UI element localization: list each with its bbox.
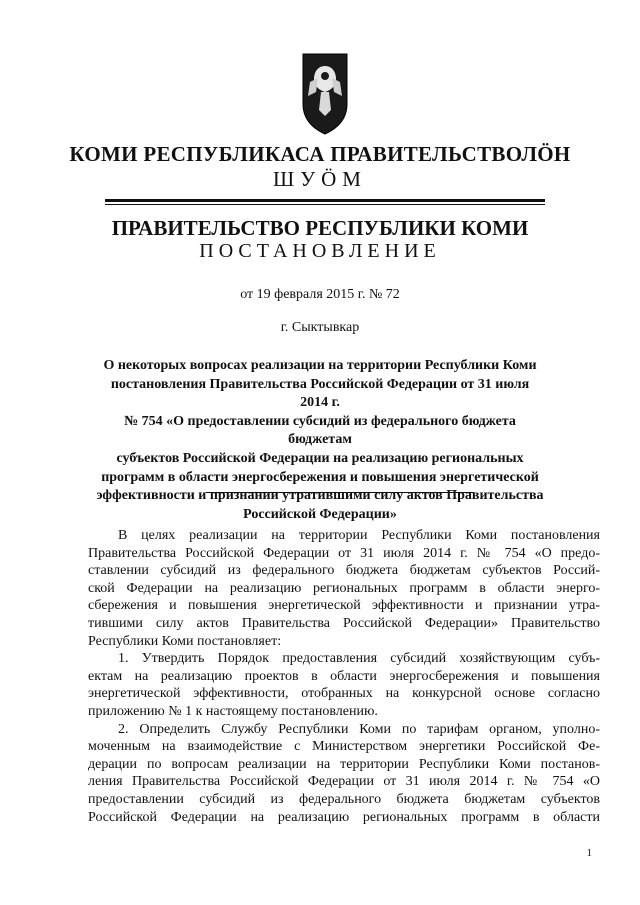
body-line: ектам на реализацию проектов в области энергосбережения и повышения [88, 668, 600, 684]
title-line: постановления Правительства Российской Федерации от 31 июля 2014 г. [110, 376, 530, 411]
body-line: Республики Коми постановляет: [88, 633, 282, 649]
body-line: сбережения и повышения энергетической эффективности и признании утра- [88, 598, 600, 614]
page-number: 1 [586, 847, 592, 859]
body-line: Правительства Российской Федерации от 31 июля 2014 г. № 754 «О предо- [88, 545, 600, 561]
body-line: ставлении субсидий из федерального бюджета бюджетам субъектов Россий- [88, 563, 600, 579]
body-line: 1. Утвердить Порядок предоставления субсидий хозяйствующим субъ- [118, 651, 600, 667]
body-line: Российской Федерации на реализацию региональных программ в области [88, 809, 600, 825]
title-line: субъектов Российской Федерации на реализацию региональных [116, 450, 524, 466]
body-line: тившими силу актов Правительства Российской Федерации» Правительство [88, 615, 600, 631]
header-divider-thin [105, 204, 545, 205]
title-line: Российской Федерации» [243, 506, 397, 522]
russian-government-title: ПРАВИТЕЛЬСТВО РЕСПУБЛИКИ КОМИ [111, 216, 529, 240]
body-line: моченным на взаимодействие с Министерством энергетики Российской Фе- [88, 739, 600, 755]
russian-decree-word: ПОСТАНОВЛЕНИЕ [199, 240, 441, 262]
body-line: В целях реализации на территории Республики Коми постановления [118, 528, 600, 543]
title-line: эффективности и признании утратившими силу актов Правительства [96, 488, 544, 504]
komi-coat-of-arms-icon [300, 52, 350, 136]
header-divider-thick [105, 199, 545, 202]
title-divider [206, 492, 474, 493]
komi-government-title: КОМИ РЕСПУБЛИКАСА ПРАВИТЕЛЬСТВОЛӦН [69, 142, 571, 166]
title-line: программ в области энергосбережения и повышения энергетической [101, 469, 539, 485]
body-line: энергетической эффективности, отобранных на конкурсной основе согласно [88, 686, 600, 702]
title-line: № 754 «О предоставлении субсидий из федерального бюджета бюджетам [124, 413, 516, 448]
decree-date-number: от 19 февраля 2015 г. № 72 [240, 287, 400, 302]
decree-title [96, 357, 544, 524]
title-line: О некоторых вопросах реализации на территории Республики Коми [103, 358, 537, 373]
body-line: приложению № 1 к настоящему постановлению. [88, 703, 378, 719]
body-line: дерации по вопросам реализации на территории Республики Коми постанов- [88, 756, 600, 772]
decree-body [88, 527, 600, 826]
body-line: ления Правительства Российской Федерации от 31 июля 2014 г. № 754 «О [88, 774, 600, 790]
body-line: предоставлении субсидий из федерального бюджета бюджетам субъектов [88, 791, 600, 807]
decree-city: г. Сыктывкар [280, 320, 360, 335]
body-line: 2. Определить Службу Республики Коми по тарифам органом, уполно- [118, 721, 600, 737]
body-line: ской Федерации на реализацию региональных программ в области энерго- [88, 580, 600, 596]
komi-decree-word: ШУӦМ [273, 167, 367, 191]
